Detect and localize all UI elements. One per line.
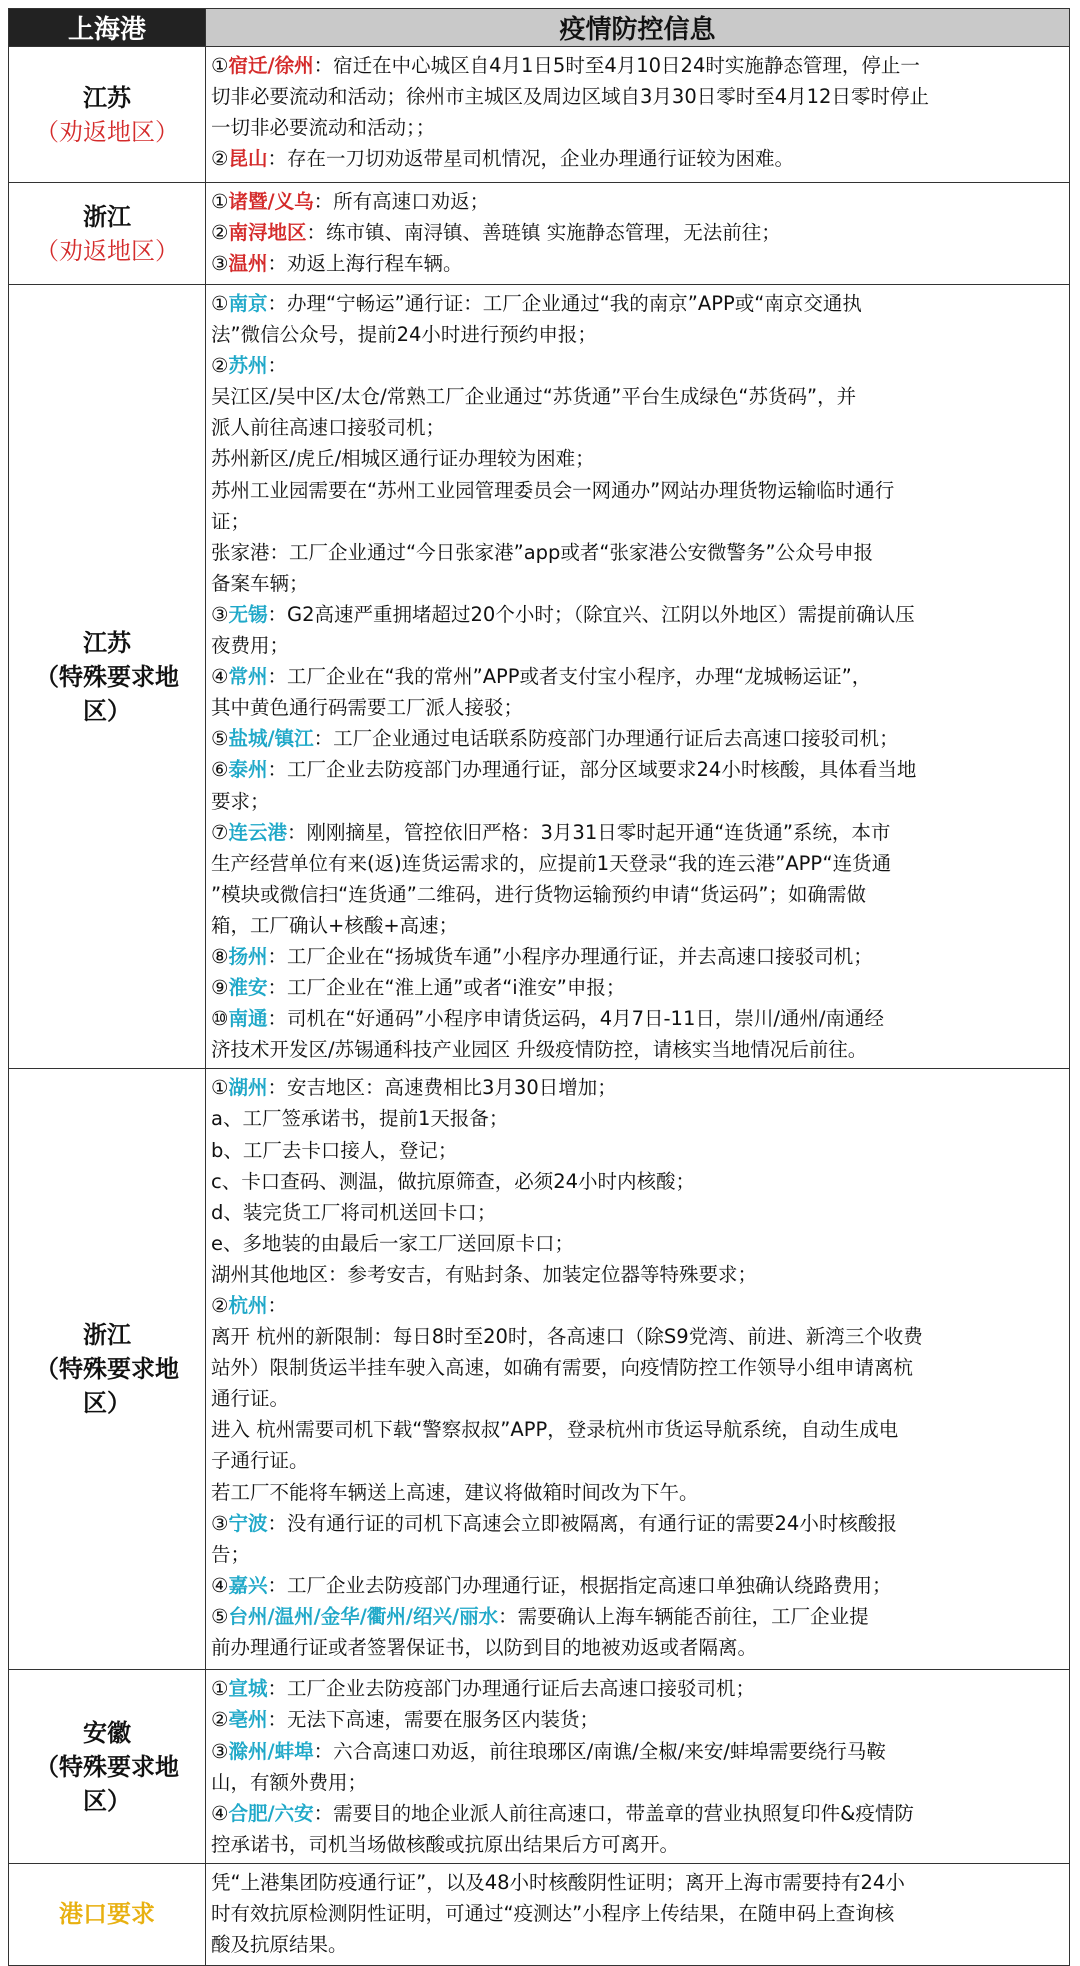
info-text: ：劝返上海行程车辆。 xyxy=(267,252,463,276)
info-text: c、卡口查码、测温，做抗原筛查，必须24小时内核酸； xyxy=(211,1169,696,1193)
info-text: ：需要目的地企业派人前往高速口，带盖章的营业执照复印件&疫情防 xyxy=(313,1801,914,1825)
region-cell xyxy=(9,47,206,183)
info-text: ② xyxy=(211,1294,229,1317)
info-line xyxy=(211,786,1062,817)
info-cell xyxy=(206,1863,1070,1965)
info-text: ：刚刚摘星，管控依旧严格：3月31日零时起开通“连货通”系统，本市 xyxy=(287,820,891,844)
info-line xyxy=(211,1321,1062,1352)
info-line xyxy=(211,1632,1062,1663)
info-text: ：工厂企业通过电话联系防疫部门办理通行证后去高速口接驳司机； xyxy=(313,727,899,751)
info-text: ① xyxy=(211,54,229,77)
info-line xyxy=(211,1929,1062,1960)
info-text: 控承诺书，司机当场做核酸或抗原出结果后方可离开。 xyxy=(211,1832,680,1856)
place-name: 无锡 xyxy=(228,602,268,626)
info-text: 济技术开发区/苏锡通科技产业园区 升级疫情防控，请核实当地情况后前往。 xyxy=(211,1038,868,1062)
info-line xyxy=(211,506,1062,537)
info-text: ⑩ xyxy=(211,1007,229,1031)
info-text: ⑥ xyxy=(211,758,229,782)
info-text: 子通行证。 xyxy=(211,1449,309,1473)
info-text: ：G2高速严重拥堵超过20个小时；（除宜兴、江阴以外地区）需提前确认压 xyxy=(267,602,915,626)
info-text: 苏州新区/虎丘/相城区通行证办理较为困难； xyxy=(211,447,595,471)
info-line xyxy=(211,879,1062,910)
info-line xyxy=(211,599,1062,630)
place-name: 扬州 xyxy=(228,944,268,968)
info-text: 张家港：工厂企业通过“今日张家港”app或者“张家港公安微警务”公众号申报 xyxy=(211,540,874,564)
info-text: 苏州工业园需要在“苏州工业园管理委员会一网通办”网站办理货物运输临时通行 xyxy=(211,478,895,502)
place-name: 宣城 xyxy=(228,1677,268,1701)
info-cell xyxy=(206,1670,1070,1864)
info-line xyxy=(211,381,1062,412)
info-line xyxy=(211,1135,1062,1166)
info-text: 切非必要流动和活动；徐州市主城区及周边区域自3月30日零时至4月12日零时停止 xyxy=(211,85,929,109)
place-name: 南通 xyxy=(228,1007,268,1031)
info-text: ③ xyxy=(211,1511,229,1535)
region-cell xyxy=(9,183,206,285)
info-line xyxy=(211,81,1062,112)
info-line xyxy=(211,1867,1062,1898)
section-row xyxy=(9,1863,1070,1965)
place-name: 温州 xyxy=(228,252,268,276)
info-line xyxy=(211,1570,1062,1601)
region-label: （劝返地区） xyxy=(35,117,179,146)
info-text: 酸及抗原结果。 xyxy=(211,1933,348,1957)
place-name: 宁波 xyxy=(228,1511,268,1535)
info-text: 一切非必要流动和活动；； xyxy=(211,116,436,140)
info-cell xyxy=(206,183,1070,285)
info-text: 要求； xyxy=(211,789,270,813)
place-name: 湖州 xyxy=(228,1076,268,1100)
info-text: 凭“上港集团防疫通行证”，以及48小时核酸阴性证明；离开上海市需要持有24小 xyxy=(211,1870,905,1894)
info-text: ⑨ xyxy=(211,976,229,1000)
place-name: 连云港 xyxy=(228,820,287,844)
info-text: ④ xyxy=(211,1801,229,1825)
info-line xyxy=(211,350,1062,381)
header-title: 疫情防控信息 xyxy=(206,9,1070,47)
region-cell xyxy=(9,285,206,1069)
info-line xyxy=(211,1798,1062,1829)
info-text: 前办理通行证或者签署保证书，以防到目的地被劝返或者隔离。 xyxy=(211,1636,758,1660)
region-label: （特殊要求地 xyxy=(35,662,179,691)
info-text: ④ xyxy=(211,665,229,689)
info-text: ：存在一刀切劝返带星司机情况，企业办理通行证较为困难。 xyxy=(267,147,795,171)
place-name: 亳州 xyxy=(228,1708,268,1732)
info-line xyxy=(211,1003,1062,1034)
info-line xyxy=(211,1290,1062,1321)
region-label: （特殊要求地 xyxy=(35,1355,179,1384)
info-line xyxy=(211,1352,1062,1383)
info-text: ③ xyxy=(211,252,229,276)
place-name: 杭州 xyxy=(228,1294,268,1317)
region-label: （劝返地区） xyxy=(35,236,179,265)
info-text: ① xyxy=(211,190,229,213)
info-text: ：六合高速口劝返，前往琅琊区/南谯/全椒/来安/蚌埠需要绕行马鞍 xyxy=(313,1739,886,1763)
info-line xyxy=(211,112,1062,143)
info-text: 时有效抗原检测阴性证明，可通过“疫测达”小程序上传结果，在随申码上查询核 xyxy=(211,1902,895,1925)
place-name: 合肥/六安 xyxy=(228,1801,314,1825)
info-text: ： xyxy=(267,354,288,378)
info-text: 通行证。 xyxy=(211,1387,290,1411)
info-line xyxy=(211,1673,1062,1704)
info-text: ：工厂企业去防疫部门办理通行证，根据指定高速口单独确认绕路费用； xyxy=(267,1573,892,1597)
region-cell xyxy=(9,1670,206,1864)
info-line xyxy=(211,661,1062,692)
place-name: 南浔地区 xyxy=(228,221,307,245)
info-text: ③ xyxy=(211,602,229,626)
region-label: 安徽 xyxy=(83,1718,131,1747)
info-line xyxy=(211,248,1062,279)
info-text: ：需要确认上海车辆能否前往，工厂企业提 xyxy=(498,1604,869,1628)
info-text: ② xyxy=(211,221,229,245)
info-text: 派人前往高速口接驳司机； xyxy=(211,416,446,440)
info-line xyxy=(211,1477,1062,1508)
place-name: 台州/温州/金华/衢州/绍兴/丽水 xyxy=(228,1604,499,1628)
epidemic-info-table xyxy=(8,8,1070,1966)
section-row xyxy=(9,285,1070,1069)
place-name: 南京 xyxy=(228,292,268,315)
place-name: 淮安 xyxy=(228,976,268,1000)
info-text: ：所有高速口劝返； xyxy=(313,190,490,213)
info-line xyxy=(211,50,1062,81)
info-line xyxy=(211,848,1062,879)
info-text: ：宿迁在中心城区自4月1日5时至4月10日24时实施静态管理，停止一 xyxy=(313,54,920,77)
place-name: 常州 xyxy=(228,665,268,689)
info-line xyxy=(211,1445,1062,1476)
place-name: 宿迁/徐州 xyxy=(228,54,314,77)
place-name: 苏州 xyxy=(228,354,268,378)
info-line xyxy=(211,1197,1062,1228)
section-row xyxy=(9,1069,1070,1670)
info-text: ② xyxy=(211,147,229,171)
info-text: 备案车辆； xyxy=(211,571,309,595)
info-text: a、工厂签承诺书，提前1天报备； xyxy=(211,1107,509,1131)
section-row xyxy=(9,1670,1070,1864)
info-line xyxy=(211,1601,1062,1632)
info-text: 站外）限制货运半挂车驶入高速，如确有需要，向疫情防控工作领导小组申请离杭 xyxy=(211,1356,914,1380)
header-row xyxy=(9,9,1070,47)
info-line xyxy=(211,972,1062,1003)
region-label: 区） xyxy=(83,1389,131,1418)
info-line xyxy=(211,1259,1062,1290)
info-text: 夜费用； xyxy=(211,634,290,658)
info-text: ① xyxy=(211,1076,229,1100)
info-line xyxy=(211,143,1062,174)
place-name: 盐城/镇江 xyxy=(228,727,314,751)
header-port-name: 上海港 xyxy=(9,9,206,47)
info-line xyxy=(211,568,1062,599)
info-line xyxy=(211,1228,1062,1259)
info-line xyxy=(211,817,1062,848)
info-line xyxy=(211,910,1062,941)
info-line xyxy=(211,1898,1062,1929)
info-line xyxy=(211,941,1062,972)
info-text: 进入 杭州需要司机下载“警察叔叔”APP，登录杭州市货运导航系统，自动生成电 xyxy=(211,1418,899,1442)
info-text: ② xyxy=(211,354,229,378)
info-line xyxy=(211,1767,1062,1798)
info-text: ： xyxy=(267,1294,288,1317)
section-row xyxy=(9,183,1070,285)
info-text: 离开 杭州的新限制：每日8时至20时，各高速口（除S9党湾、前进、新湾三个收费 xyxy=(211,1325,923,1349)
info-text: ① xyxy=(211,1677,229,1701)
info-text: ：工厂企业在“淮上通”或者“i淮安”申报； xyxy=(267,976,626,1000)
info-line xyxy=(211,1829,1062,1860)
info-cell xyxy=(206,285,1070,1069)
info-line xyxy=(211,1704,1062,1735)
info-text: ：没有通行证的司机下高速会立即被隔离，有通行证的需要24小时核酸报 xyxy=(267,1511,897,1535)
info-text: e、多地装的由最后一家工厂送回原卡口； xyxy=(211,1231,574,1255)
place-name: 诸暨/义乌 xyxy=(228,190,314,213)
info-line xyxy=(211,1034,1062,1065)
info-text: ：练市镇、南浔镇、善琏镇 实施静态管理，无法前往； xyxy=(306,221,781,245)
info-text: ② xyxy=(211,1708,229,1732)
info-line xyxy=(211,443,1062,474)
region-label: 江苏 xyxy=(83,83,131,112)
section-row xyxy=(9,47,1070,183)
info-line xyxy=(211,630,1062,661)
info-text: ：安吉地区：高速费相比3月30日增加； xyxy=(267,1076,617,1100)
info-text: b、工厂去卡口接人，登记； xyxy=(211,1138,458,1162)
region-label: 江苏 xyxy=(83,628,131,657)
info-text: ”模块或微信扫“连货通”二维码，进行货物运输预约申请“货运码”；如确需做 xyxy=(211,882,867,906)
region-label: 浙江 xyxy=(83,202,131,231)
region-cell xyxy=(9,1863,206,1965)
region-label: 区） xyxy=(83,1786,131,1815)
info-text: ：工厂企业在“扬城货车通”小程序办理通行证，并去高速口接驳司机； xyxy=(267,944,873,968)
info-text: 湖州其他地区：参考安吉，有贴封条、加装定位器等特殊要求； xyxy=(211,1262,758,1286)
region-label: 区） xyxy=(83,696,131,725)
info-line xyxy=(211,692,1062,723)
info-text: 山，有额外费用； xyxy=(211,1770,368,1794)
info-text: ：办理“宁畅运”通行证：工厂企业通过“我的南京”APP或“南京交通执 xyxy=(267,292,862,315)
info-text: 吴江区/吴中区/太仓/常熟工厂企业通过“苏货通”平台生成绿色“苏货码”，并 xyxy=(211,385,857,409)
info-line xyxy=(211,1103,1062,1134)
info-text: 证； xyxy=(211,509,251,533)
info-text: ⑦ xyxy=(211,820,229,844)
info-text: ⑤ xyxy=(211,1604,229,1628)
info-line xyxy=(211,1166,1062,1197)
info-text: ：工厂企业去防疫部门办理通行证后去高速口接驳司机； xyxy=(267,1677,756,1701)
info-text: ：无法下高速，需要在服务区内装货； xyxy=(267,1708,600,1732)
info-line xyxy=(211,754,1062,785)
info-line xyxy=(211,217,1062,248)
info-line xyxy=(211,412,1062,443)
info-line xyxy=(211,475,1062,506)
info-text: ：工厂企业去防疫部门办理通行证，部分区域要求24小时核酸，具体看当地 xyxy=(267,758,917,782)
info-line xyxy=(211,1736,1062,1767)
info-text: 生产经营单位有来(返)连货运需求的，应提前1天登录“我的连云港”APP“连货通 xyxy=(211,851,892,875)
place-name: 滁州/蚌埠 xyxy=(228,1739,314,1763)
info-text: 箱，工厂确认+核酸+高速； xyxy=(211,913,459,937)
place-name: 昆山 xyxy=(228,147,268,171)
info-line xyxy=(211,723,1062,754)
region-label: 港口要求 xyxy=(59,1900,155,1929)
info-text: d、装完货工厂将司机送回卡口； xyxy=(211,1200,497,1224)
info-line xyxy=(211,1383,1062,1414)
info-line xyxy=(211,319,1062,350)
info-line xyxy=(211,1508,1062,1539)
info-text: ：工厂企业在“我的常州”APP或者支付宝小程序，办理“龙城畅运证”， xyxy=(267,665,872,689)
info-line xyxy=(211,1414,1062,1445)
info-line xyxy=(211,537,1062,568)
info-text: 其中黄色通行码需要工厂派人接驳； xyxy=(211,696,524,720)
place-name: 泰州 xyxy=(228,758,268,782)
region-cell xyxy=(9,1069,206,1670)
info-cell xyxy=(206,1069,1070,1670)
info-text: ④ xyxy=(211,1573,229,1597)
info-text: 告； xyxy=(211,1542,251,1566)
info-text: 法”微信公众号，提前24小时进行预约申报； xyxy=(211,323,597,347)
info-line xyxy=(211,288,1062,319)
info-text: ⑧ xyxy=(211,944,229,968)
info-line xyxy=(211,186,1062,217)
region-label: （特殊要求地 xyxy=(35,1752,179,1781)
region-label: 浙江 xyxy=(83,1321,131,1350)
info-line xyxy=(211,1539,1062,1570)
info-text: 若工厂不能将车辆送上高速，建议将做箱时间改为下午。 xyxy=(211,1480,699,1504)
place-name: 嘉兴 xyxy=(228,1573,268,1597)
info-text: ③ xyxy=(211,1739,229,1763)
info-cell xyxy=(206,47,1070,183)
info-text: ：司机在“好通码”小程序申请货运码，4月7日-11日，崇川/通州/南通经 xyxy=(267,1007,885,1031)
info-line xyxy=(211,1072,1062,1103)
info-text: ① xyxy=(211,292,229,315)
info-text: ⑤ xyxy=(211,727,229,751)
